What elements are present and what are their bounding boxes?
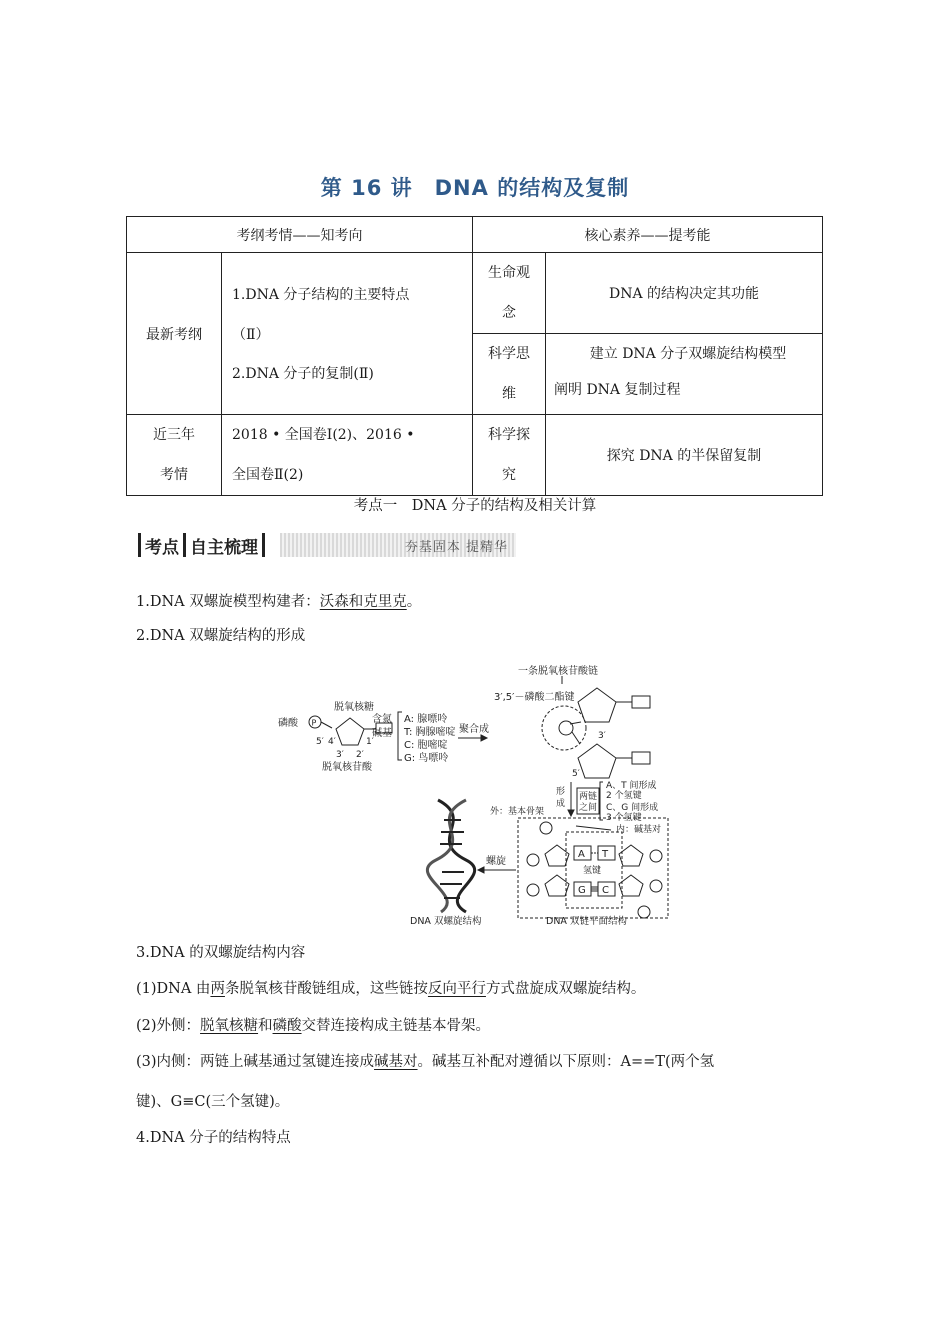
- caption-helix: DNA 双螺旋结构: [410, 916, 482, 927]
- literacy-label-3: [473, 415, 546, 496]
- literacy-text-2a: 建立 DNA 分子双螺旋结构模型: [589, 346, 787, 362]
- label-2prime: 2′: [356, 750, 364, 760]
- caption-planar: DNA 双链平面结构: [546, 916, 627, 927]
- label-adenine: A: 腺嘌呤: [404, 714, 448, 725]
- recent-exams-a: 2018 • 全国卷Ⅰ(2)、2016 •: [232, 427, 415, 443]
- label-form-a: 形: [556, 787, 566, 797]
- label-base-b: 碱基: [372, 728, 392, 739]
- banner-bar: [262, 533, 265, 557]
- literacy-label-2a: 科学思: [488, 346, 530, 362]
- para-8: 4.DNA 分子的结构特点: [136, 1130, 291, 1146]
- label-pair-t: T: [602, 849, 609, 860]
- label-polymerize: 聚合成: [459, 724, 489, 735]
- row-label-recent-b: 考情: [160, 467, 188, 483]
- banner-bar: [183, 533, 186, 557]
- header-left: 考纲考情——知考向: [127, 217, 473, 253]
- dna-structure-diagram: [276, 660, 696, 932]
- literacy-label-1a: 生命观: [488, 265, 530, 281]
- recent-exams-b: 全国卷Ⅱ(2): [232, 467, 304, 483]
- label-helix: 螺旋: [486, 856, 506, 867]
- literacy-text-1: DNA 的结构决定其功能: [546, 253, 823, 334]
- literacy-label-1: [473, 253, 546, 334]
- label-4prime: 4′: [328, 737, 336, 747]
- label-1prime: 1′: [366, 737, 374, 747]
- recent-exams: [222, 415, 473, 496]
- label-gc-a: C、G 间形成: [606, 803, 659, 813]
- label-form-b: 成: [556, 799, 566, 809]
- para-4: (1)DNA 由两条脱氧核苷酸链组成，这些链按反向平行方式盘旋成双螺旋结构。: [136, 981, 646, 997]
- literacy-label-2b: 维: [502, 386, 516, 402]
- row-label-syllabus: 最新考纲: [127, 253, 222, 415]
- literacy-label-1b: 念: [502, 305, 516, 321]
- label-two-chains-a: 两链: [579, 792, 598, 802]
- label-chain-3prime: 3′: [598, 731, 606, 741]
- banner-title: [134, 531, 269, 559]
- section-banner: [134, 531, 516, 559]
- label-thymine: T: 胸腺嘧啶: [404, 727, 456, 738]
- label-at-b: 2 个氢键: [606, 791, 642, 801]
- para-5: (2)外侧：脱氧核糖和磷酸交替连接构成主链基本骨架。: [136, 1018, 491, 1034]
- banner-bar: [138, 533, 141, 557]
- para-3: 3.DNA 的双螺旋结构内容: [136, 945, 306, 961]
- row-label-recent-a: 近三年: [153, 427, 195, 443]
- row-label-recent: [127, 415, 222, 496]
- syllabus-table: [126, 216, 823, 496]
- label-two-chains-b: 之间: [579, 803, 598, 813]
- label-hbond: 氢键: [583, 866, 602, 876]
- label-chain: 一条脱氧核苷酸链: [518, 666, 598, 677]
- label-5prime: 5′: [316, 737, 324, 747]
- para-7: 键)、G≡C(三个氢键)。: [136, 1094, 290, 1110]
- label-nucleotide: 脱氧核苷酸: [322, 762, 372, 773]
- label-gc-b: 3 个氢键: [606, 813, 642, 823]
- label-guanine: G: 鸟嘌呤: [404, 753, 449, 764]
- banner-title-b: 自主梳理: [190, 537, 258, 558]
- literacy-text-3: 探究 DNA 的半保留复制: [546, 415, 823, 496]
- syllabus-item-2: 2.DNA 分子的复制(Ⅱ): [232, 365, 374, 382]
- literacy-label-3b: 究: [502, 467, 516, 483]
- banner-subtitle: 夯基固本 提精华: [280, 533, 516, 557]
- literacy-label-3a: 科学探: [488, 427, 530, 443]
- label-pair-a: A: [578, 849, 585, 860]
- label-cytosine: C: 胞嘧啶: [404, 740, 448, 751]
- banner-title-a: 考点: [145, 537, 179, 558]
- para-2: 2.DNA 双螺旋结构的形成: [136, 628, 306, 644]
- syllabus-items: [222, 253, 473, 415]
- syllabus-item-1: 1.DNA 分子结构的主要特点: [232, 286, 410, 303]
- literacy-label-2: [473, 334, 546, 415]
- label-bond: 3′,5′－磷酸二酯键: [494, 692, 575, 703]
- label-base-a: 含氮: [372, 714, 392, 725]
- label-3prime: 3′: [336, 750, 344, 760]
- syllabus-item-1-level: （Ⅱ）: [232, 326, 270, 343]
- label-inner: 内：碱基对: [616, 825, 662, 835]
- label-p: P: [311, 718, 317, 728]
- section-heading: 考点一 DNA 分子的结构及相关计算: [353, 498, 597, 514]
- page-title: 第 16 讲 DNA 的结构及复制: [320, 176, 630, 200]
- literacy-text-2b: 阐明 DNA 复制过程: [554, 382, 681, 398]
- sugar-pentagon: [336, 718, 364, 745]
- label-outer: 外：基本骨架: [490, 807, 545, 817]
- label-pair-g: G: [578, 885, 586, 896]
- literacy-text-2: [546, 334, 823, 415]
- label-pair-c: C: [602, 885, 609, 896]
- label-chain-5prime: 5′: [572, 769, 580, 779]
- para-1: 1.DNA 双螺旋模型构建者：沃森和克里克。: [136, 594, 422, 610]
- header-right: 核心素养——提考能: [473, 217, 823, 253]
- label-at-a: A、T 间形成: [606, 781, 657, 791]
- label-sugar: 脱氧核糖: [334, 702, 374, 713]
- para-6: (3)内侧：两链上碱基通过氢键连接成碱基对。碱基互补配对遵循以下原则：A==T(两个氢: [136, 1054, 715, 1070]
- label-phosphate: 磷酸: [278, 718, 298, 729]
